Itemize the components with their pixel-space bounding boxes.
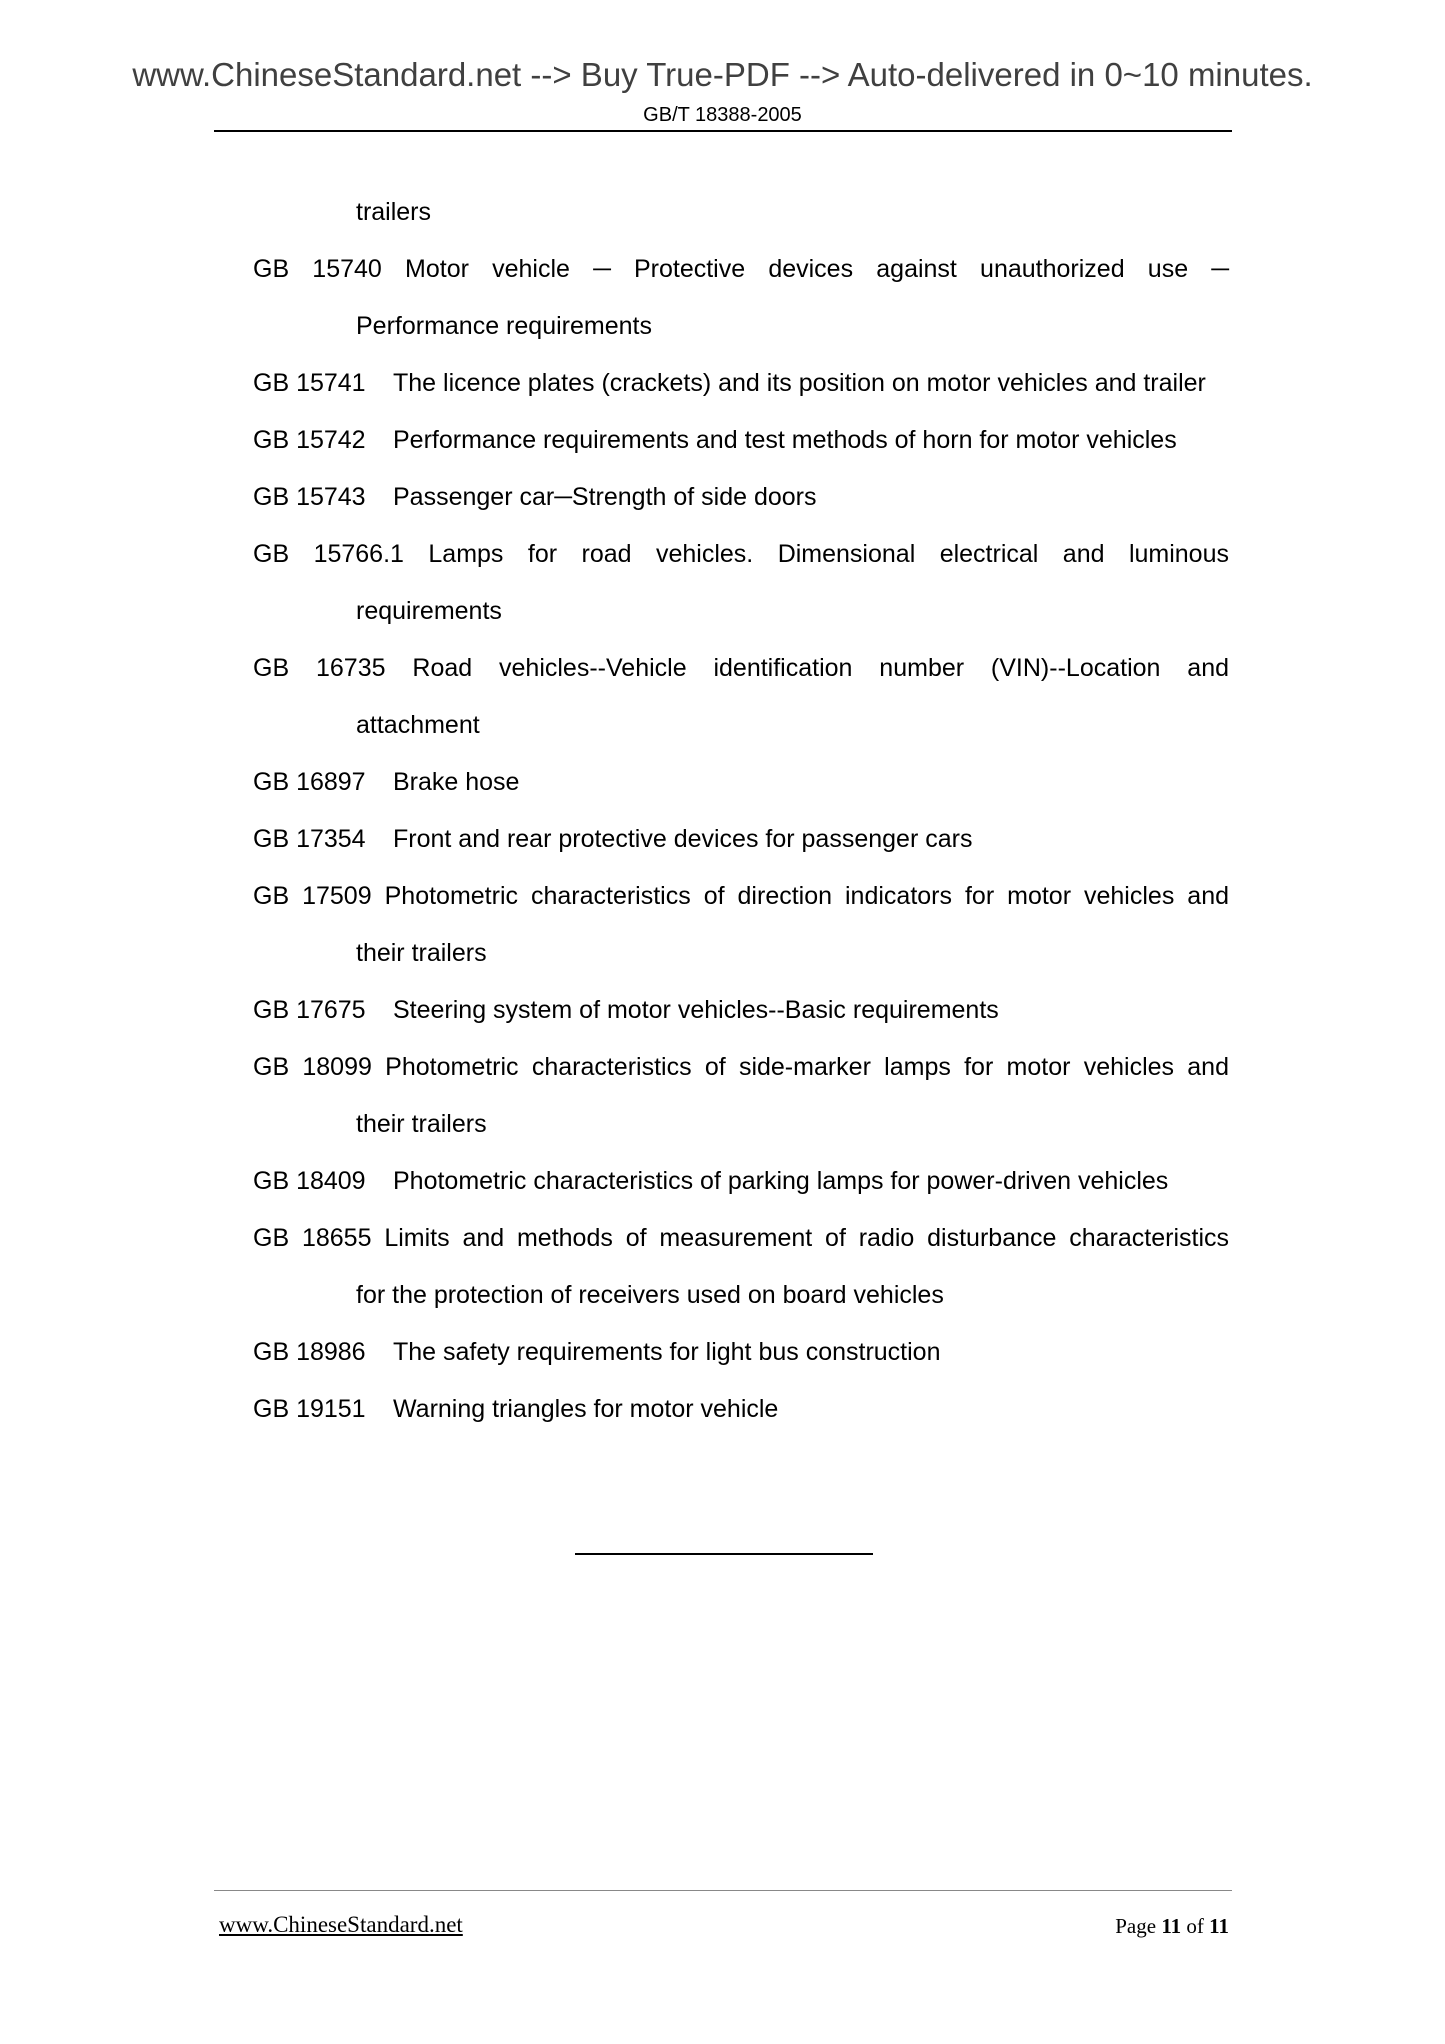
reference-code: GB 19151 [253,1395,366,1423]
reference-entry [253,640,1229,697]
reference-code: GB 15740 [253,255,382,283]
reference-title: Motor vehicle ─ Protective devices against unauthorized use ─ [405,255,1229,283]
reference-title-continued: their trailers [356,1110,487,1138]
reference-code: GB 17509 [253,882,372,910]
reference-entry [253,412,1229,469]
reference-title: Photometric characteristics of direction indicators for motor vehicles and [384,882,1230,910]
page-of: of [1186,1914,1204,1938]
reference-code: GB 15743 [253,483,366,511]
reference-title: The licence plates (crackets) and its position on motor vehicles and trailer [393,369,1206,397]
reference-title: Photometric characteristics of side-marker lamps for motor vehicles and [385,1053,1229,1081]
header-divider [214,130,1232,132]
reference-entry [253,754,1229,811]
reference-title-continued: for the protection of receivers used on board vehicles [356,1281,944,1309]
reference-title-continued: Performance requirements [356,312,652,340]
reference-title: Front and rear protective devices for passenger cars [393,825,973,853]
reference-code: GB 17354 [253,825,366,853]
page-number [1115,1914,1229,1939]
footer-site-link[interactable]: www.ChineseStandard.net [219,1912,463,1937]
reference-entry [253,982,1229,1039]
reference-entry [253,1039,1229,1096]
continued-text: trailers [356,198,432,226]
reference-code: GB 18099 [253,1053,372,1081]
reference-code: GB 15741 [253,369,366,397]
reference-code: GB 16897 [253,768,366,796]
promo-banner: www.ChineseStandard.net --> Buy True-PDF --> Auto-delivered in 0~10 minutes. [132,56,1313,93]
normative-references-list [253,184,1229,1438]
reference-code: GB 18655 [253,1224,372,1252]
reference-title: Lamps for road vehicles. Dimensional electrical and luminous [428,540,1229,568]
reference-entry [253,811,1229,868]
reference-title: Passenger car─Strength of side doors [393,483,817,511]
page-total: 11 [1209,1914,1229,1938]
reference-entry [253,355,1229,412]
standard-code: GB/T 18388-2005 [643,104,802,126]
page-current: 11 [1161,1914,1182,1938]
reference-title: Warning triangles for motor vehicle [393,1395,779,1423]
footer-divider [214,1890,1232,1891]
reference-code: GB 18409 [253,1167,366,1195]
reference-title: Limits and methods of measurement of radio disturbance characteristics [384,1224,1229,1252]
reference-code: GB 18986 [253,1338,366,1366]
reference-title: The safety requirements for light bus construction [393,1338,941,1366]
reference-code: GB 17675 [253,996,366,1024]
reference-title-continued: their trailers [356,939,487,967]
reference-title-continued: requirements [356,597,502,625]
reference-entry [253,526,1229,583]
reference-title: Road vehicles--Vehicle identification number (VIN)--Location and [412,654,1230,682]
reference-code: GB 16735 [253,654,386,682]
reference-entry [253,1324,1229,1381]
page-label: Page [1115,1914,1157,1938]
end-of-standard-line [575,1553,873,1555]
reference-code: GB 15742 [253,426,366,454]
reference-code: GB 15766.1 [253,540,404,568]
reference-title: Brake hose [393,768,520,796]
reference-title: Steering system of motor vehicles--Basic requirements [393,996,999,1024]
reference-entry [253,868,1229,925]
reference-entry [253,1153,1229,1210]
reference-title: Photometric characteristics of parking lamps for power-driven vehicles [393,1167,1169,1195]
reference-title-continued: attachment [356,711,480,739]
reference-title: Performance requirements and test methods of horn for motor vehicles [393,426,1177,454]
reference-entry [253,469,1229,526]
reference-entry [253,1210,1229,1267]
reference-entry [253,241,1229,298]
reference-entry [253,1381,1229,1438]
